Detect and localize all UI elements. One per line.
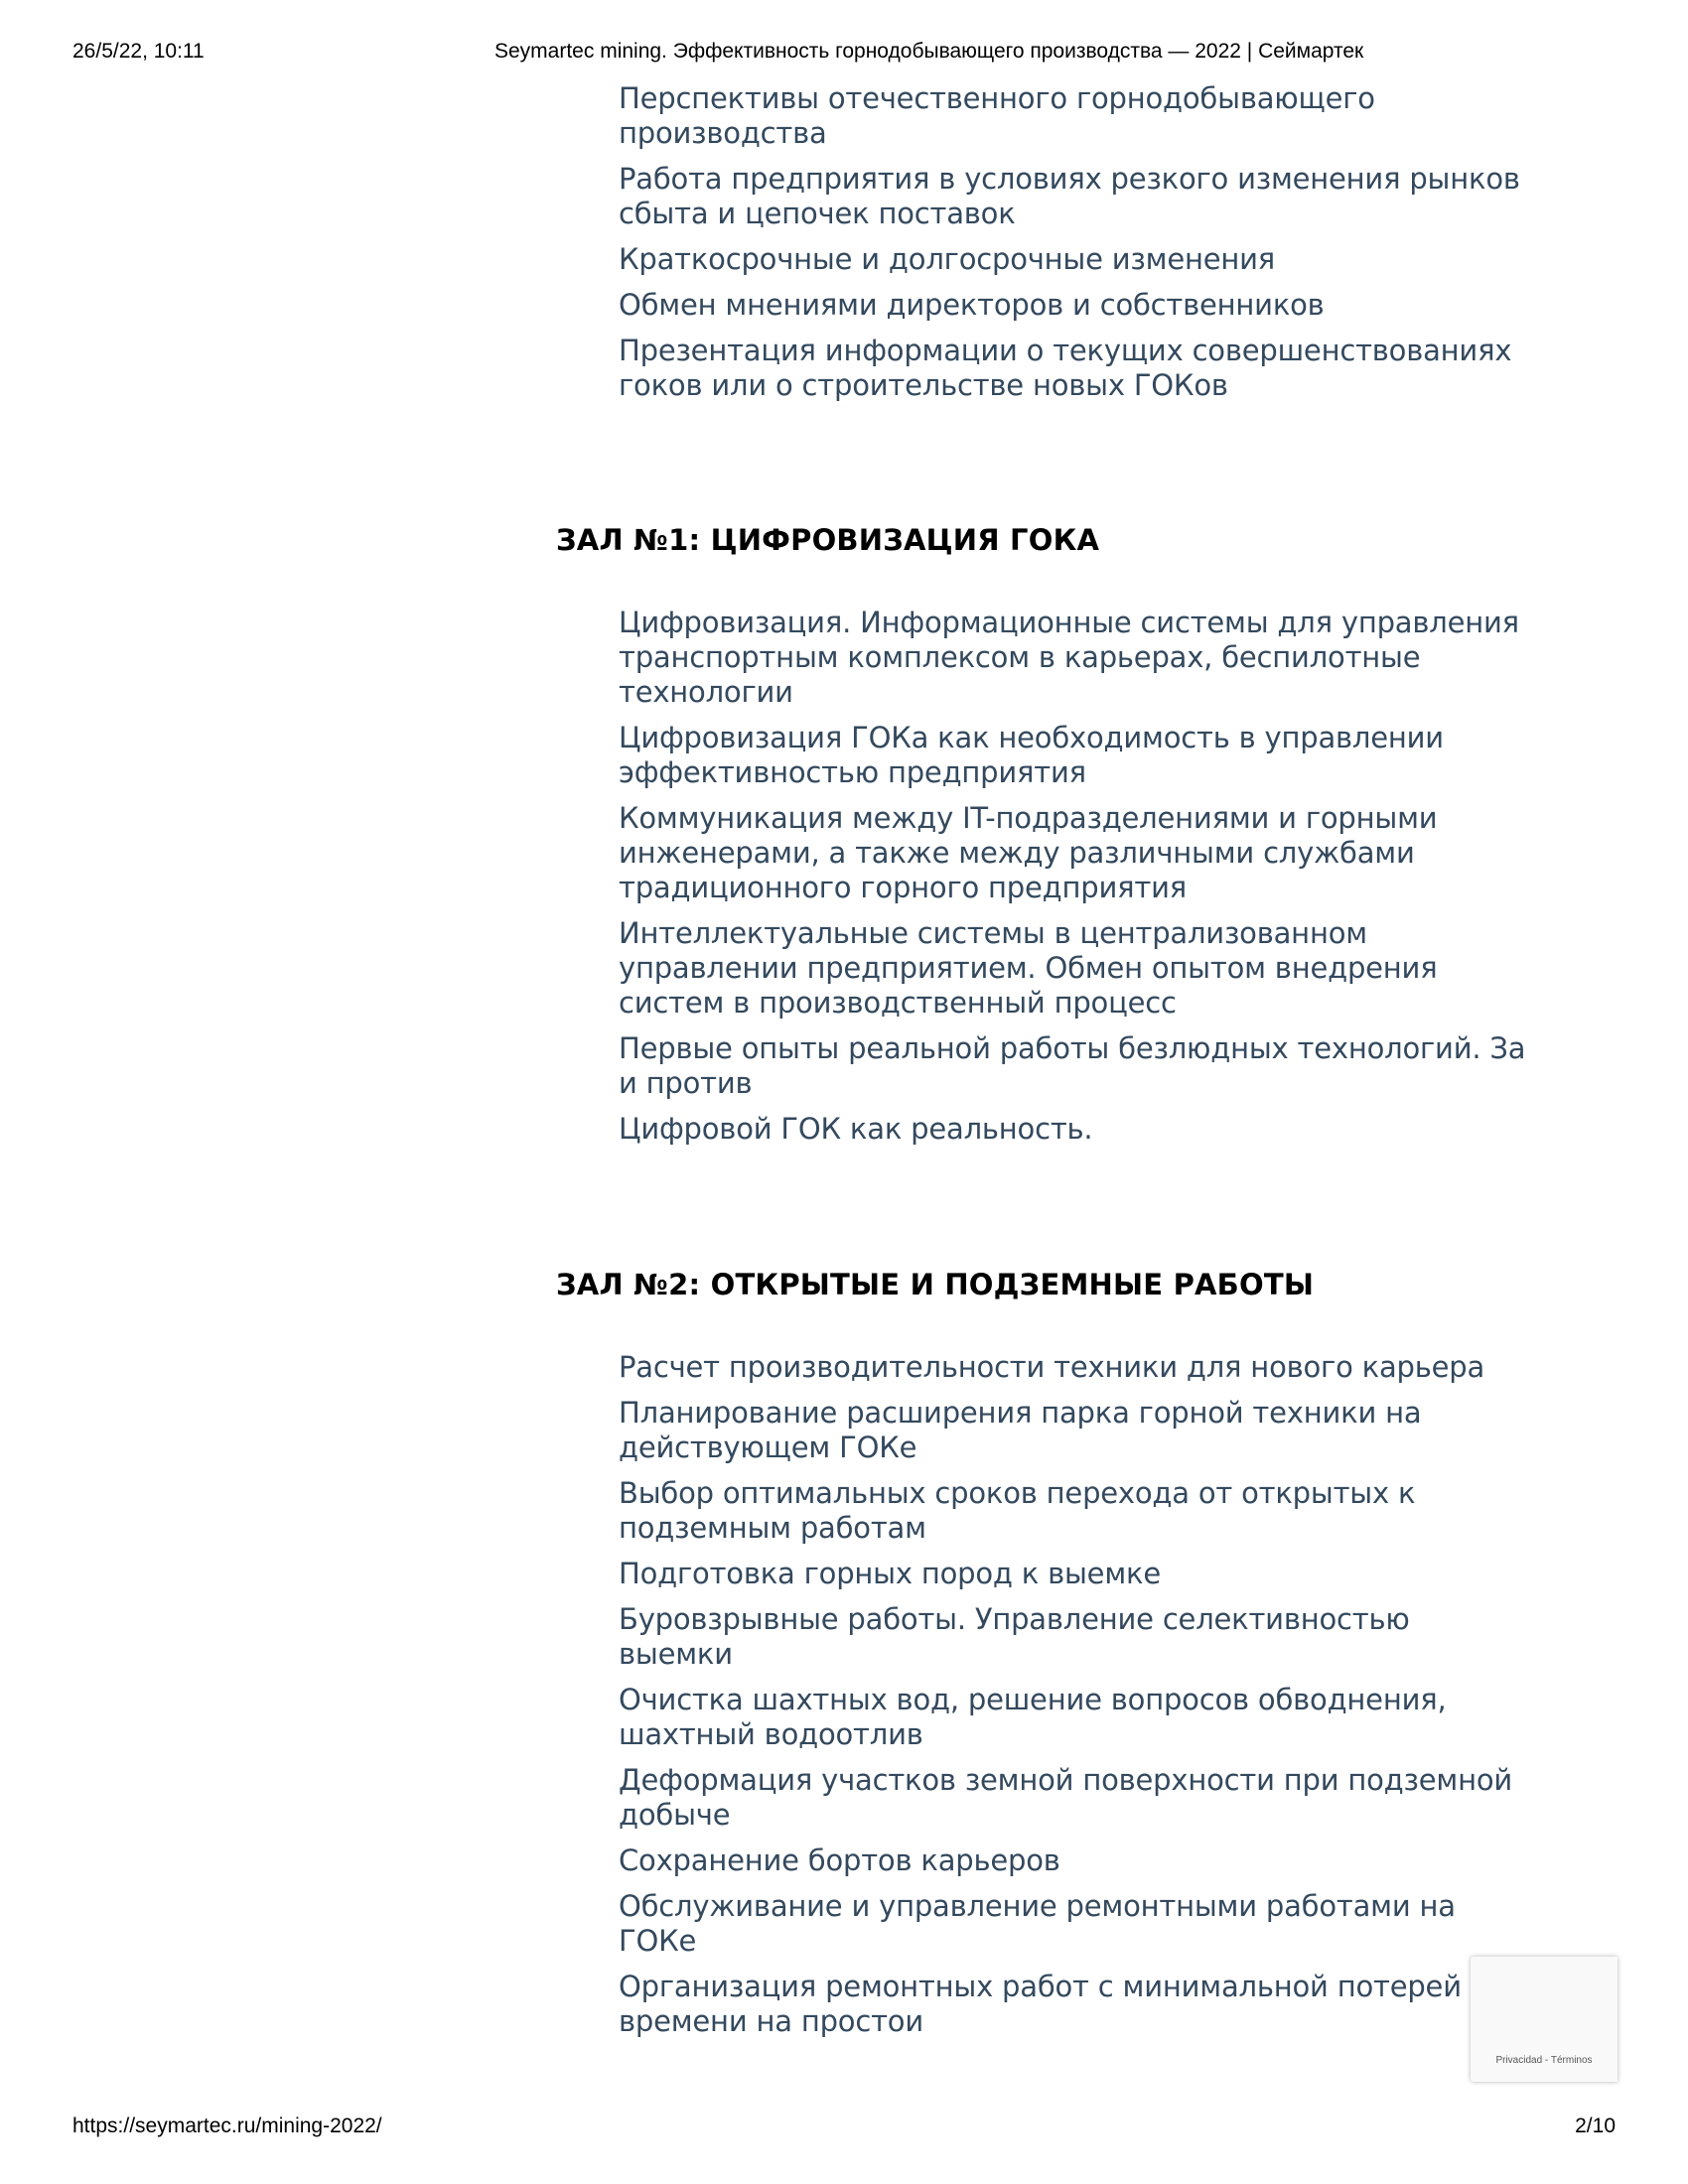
list-item: Обслуживание и управление ремонтными работами на ГОКе [619, 1889, 1456, 1958]
list-item: Буровзрывные работы. Управление селективностью выемки [619, 1602, 1410, 1671]
print-url: https://seymartec.ru/mining-2022/ [72, 2115, 382, 2137]
recaptcha-separator: - [1542, 2055, 1551, 2066]
intro-topic-list [619, 81, 1532, 414]
list-item: Первые опыты реальной работы безлюдных технологий. За и против [619, 1031, 1526, 1100]
print-page-title: Seymartec mining. Эффективность горнодобывающего производства — 2022 | Сеймартек [494, 40, 1364, 63]
list-item: Цифровизация. Информационные системы для управления транспортным комплексом в карьерах, беспилотные технологии [619, 606, 1519, 709]
page-number: 2/10 [1575, 2115, 1616, 2137]
list-item: Коммуникация между IT-подразделениями и горными инженерами, а также между различными службами традиционного горного предприятия [619, 801, 1438, 904]
recaptcha-privacy-link[interactable]: Privacidad [1495, 2055, 1543, 2066]
print-footer [0, 2115, 1688, 2144]
hall2-heading: ЗАЛ №2: ОТКРЫТЫЕ И ПОДЗЕМНЫЕ РАБОТЫ [556, 1268, 1315, 1301]
hall1-heading: ЗАЛ №1: ЦИФРОВИЗАЦИЯ ГОКА [556, 523, 1100, 557]
list-item: Очистка шахтных вод, решение вопросов обводнения, шахтный водоотлив [619, 1683, 1447, 1751]
list-item: Организация ремонтных работ с минимальной потерей времени на простои [619, 1970, 1462, 2038]
hall2-topic-list [619, 1350, 1532, 2050]
list-item: Перспективы отечественного горнодобывающего производства [619, 81, 1375, 150]
list-item: Выбор оптимальных сроков перехода от открытых к подземным работам [619, 1476, 1416, 1545]
hall1-topic-list [619, 606, 1532, 1158]
list-item: Краткосрочные и долгосрочные изменения [619, 242, 1276, 276]
recaptcha-links [1495, 2055, 1592, 2066]
recaptcha-badge[interactable] [1471, 1957, 1618, 2082]
list-item: Сохранение бортов карьеров [619, 1843, 1060, 1877]
list-item: Цифровой ГОК как реальность. [619, 1112, 1093, 1146]
list-item: Подготовка горных пород к выемке [619, 1557, 1161, 1590]
list-item: Презентация информации о текущих совершенствованиях гоков или о строительстве новых ГОКов [619, 334, 1512, 402]
list-item: Обмен мнениями директоров и собственников [619, 288, 1325, 322]
list-item: Цифровизация ГОКа как необходимость в управлении эффективностью предприятия [619, 721, 1444, 789]
list-item: Расчет производительности техники для нового карьера [619, 1350, 1485, 1384]
print-header [0, 40, 1688, 69]
list-item: Деформация участков земной поверхности при подземной добыче [619, 1763, 1513, 1832]
list-item: Работа предприятия в условиях резкого изменения рынков сбыта и цепочек поставок [619, 162, 1520, 230]
print-date: 26/5/22, 10:11 [72, 40, 205, 63]
list-item: Планирование расширения парка горной техники на действующем ГОКе [619, 1396, 1422, 1464]
recaptcha-terms-link[interactable]: Términos [1550, 2055, 1593, 2066]
list-item: Интеллектуальные системы в централизованном управлении предприятием. Обмен опытом внедрения систем в производственный процесс [619, 916, 1438, 1020]
